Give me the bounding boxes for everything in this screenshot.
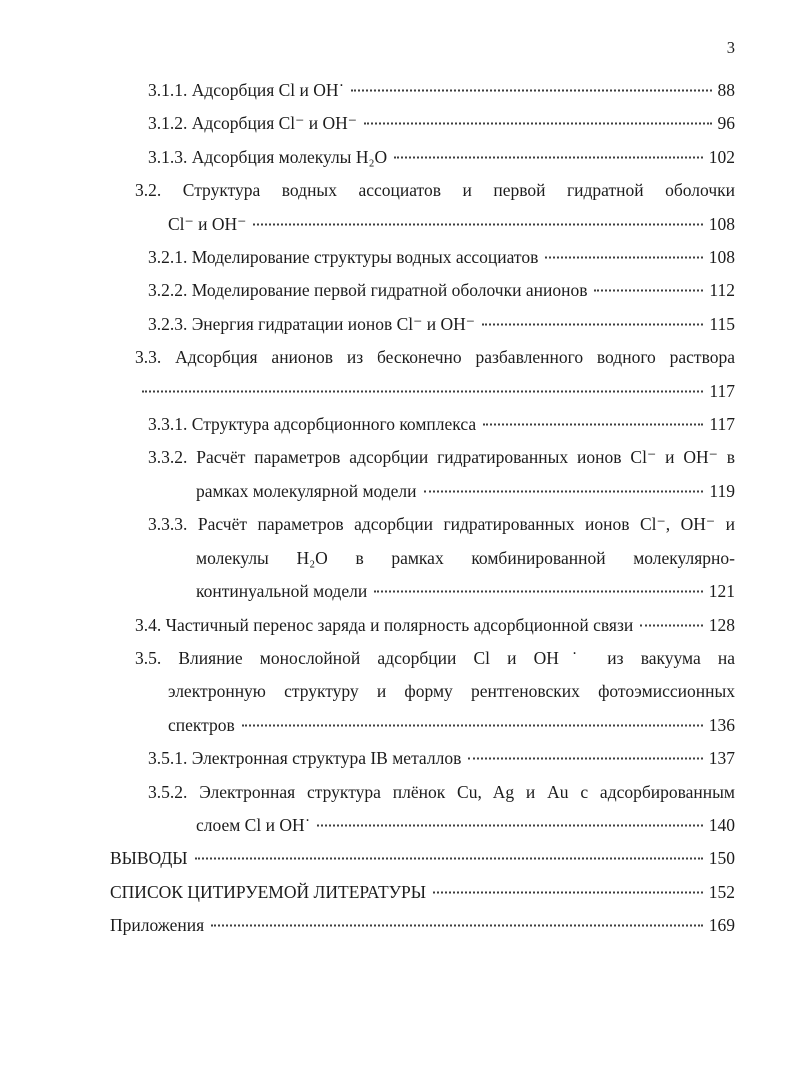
- toc-line: [110, 876, 735, 909]
- toc-page-number: 88: [717, 80, 735, 100]
- dot-leader: [142, 390, 703, 392]
- toc-entry-text: континуальной модели: [196, 581, 368, 602]
- dot-leader: [394, 156, 703, 158]
- toc-line: [110, 208, 735, 241]
- toc-entry-text: 3.5.2. Электронная структура плёнок Cu, Ag и Au с адсорбированным: [148, 781, 735, 802]
- toc-entry-text: 3.3.2. Расчёт параметров адсорбции гидратированных ионов Cl⁻ и OH⁻ в: [148, 447, 735, 468]
- toc-line: [110, 842, 735, 875]
- dot-leader: [640, 624, 703, 626]
- dot-leader: [594, 290, 703, 292]
- dot-leader: [482, 323, 703, 325]
- toc-line: [110, 609, 735, 642]
- toc-line: [110, 241, 735, 274]
- toc-line: [110, 174, 735, 207]
- toc-entry-text: 3.2. Структура водных ассоциатов и первой гидратной оболочки: [135, 180, 735, 201]
- toc-line: [110, 776, 735, 809]
- dot-leader: [195, 858, 703, 860]
- dot-leader: [364, 123, 711, 125]
- toc-entry-text: ВЫВОДЫ: [110, 848, 188, 869]
- toc-line: [110, 341, 735, 374]
- toc-entry-text: 3.1.2. Адсорбция Cl⁻ и OH⁻: [148, 113, 358, 134]
- toc: [110, 74, 735, 943]
- toc-page-number: 152: [708, 881, 735, 902]
- toc-line: [110, 274, 735, 307]
- toc-page-number: 128: [708, 614, 735, 635]
- toc-page-number: 136: [708, 714, 735, 735]
- toc-entry-text: 3.5.1. Электронная структура IB металлов: [148, 748, 462, 769]
- toc-page-number: 150: [708, 848, 735, 869]
- toc-entry-text: 3.3.1. Структура адсорбционного комплекса: [148, 414, 477, 435]
- dot-leader: [424, 490, 704, 492]
- toc-line: [110, 909, 735, 942]
- toc-entry-text: 3.2.3. Энергия гидратации ионов Cl⁻ и OH⁻: [148, 313, 476, 334]
- dot-leader: [317, 824, 702, 826]
- toc-entry-text: спектров: [168, 714, 235, 735]
- toc-line: [110, 575, 735, 608]
- toc-line: [110, 675, 735, 708]
- dot-leader: [483, 424, 703, 426]
- toc-page-number: 112: [709, 280, 735, 301]
- toc-line: [110, 475, 735, 508]
- dot-leader: [351, 90, 711, 92]
- toc-line: [110, 742, 735, 775]
- toc-entry-text: 3.1.3. Адсорбция молекулы H₂O: [148, 146, 388, 167]
- toc-line: [110, 709, 735, 742]
- toc-page-number: 115: [709, 313, 735, 334]
- dot-leader: [242, 724, 703, 726]
- toc-page-number: 137: [708, 748, 735, 769]
- dot-leader: [253, 223, 702, 225]
- toc-entry-text: 3.4. Частичный перенос заряда и полярность адсорбционной связи: [135, 614, 634, 635]
- toc-line: [110, 141, 735, 174]
- toc-entry-text: 3.1.1. Адсорбция Cl и OH˙: [148, 80, 345, 100]
- toc-page-number: 121: [708, 581, 735, 602]
- toc-page-number: 169: [708, 915, 735, 936]
- toc-line: [110, 441, 735, 474]
- dot-leader: [374, 591, 703, 593]
- toc-entry-text: 3.2.2. Моделирование первой гидратной оболочки анионов: [148, 280, 588, 301]
- toc-page-number: 117: [709, 380, 735, 401]
- toc-entry-text: 3.3. Адсорбция анионов из бесконечно разбавленного водного раствора: [135, 347, 735, 368]
- dot-leader: [211, 925, 703, 927]
- page-number: 3: [726, 38, 735, 57]
- toc-line: [110, 408, 735, 441]
- toc-entry-text: СПИСОК ЦИТИРУЕМОЙ ЛИТЕРАТУРЫ: [110, 881, 427, 902]
- dot-leader: [468, 758, 702, 760]
- toc-line: [110, 642, 735, 675]
- toc-entry-text: 3.2.1. Моделирование структуры водных ассоциатов: [148, 247, 539, 268]
- toc-entry-text: Приложения: [110, 915, 205, 936]
- toc-page-number: 108: [708, 213, 735, 234]
- toc-entry-text: рамках молекулярной модели: [196, 480, 417, 501]
- toc-line: [110, 107, 735, 140]
- toc-page-number: 117: [709, 414, 735, 435]
- toc-entry-text: 3.5. Влияние монослойной адсорбции Cl и OH˙ из вакуума на: [135, 647, 735, 668]
- toc-line: [110, 809, 735, 842]
- dot-leader: [433, 891, 703, 893]
- toc-entry-text: 3.3.3. Расчёт параметров адсорбции гидратированных ионов Cl⁻, OH⁻ и: [148, 514, 735, 535]
- toc-line: [110, 74, 735, 107]
- toc-entry-text: молекулы H₂O в рамках комбинированной молекулярно-: [196, 547, 735, 568]
- toc-entry-text: Cl⁻ и OH⁻: [168, 213, 247, 234]
- toc-line: [110, 542, 735, 575]
- toc-page-number: 119: [709, 480, 735, 501]
- toc-line: [110, 375, 735, 408]
- toc-line: [110, 508, 735, 541]
- toc-line: [110, 308, 735, 341]
- dot-leader: [545, 257, 702, 259]
- toc-entry-text: электронную структуру и форму рентгеновских фотоэмиссионных: [168, 681, 735, 702]
- toc-page-number: 102: [708, 146, 735, 167]
- toc-page-number: 96: [717, 113, 735, 134]
- toc-page-number: 108: [708, 247, 735, 268]
- toc-entry-text: слоем Cl и OH˙: [196, 814, 311, 835]
- toc-page-number: 140: [708, 814, 735, 835]
